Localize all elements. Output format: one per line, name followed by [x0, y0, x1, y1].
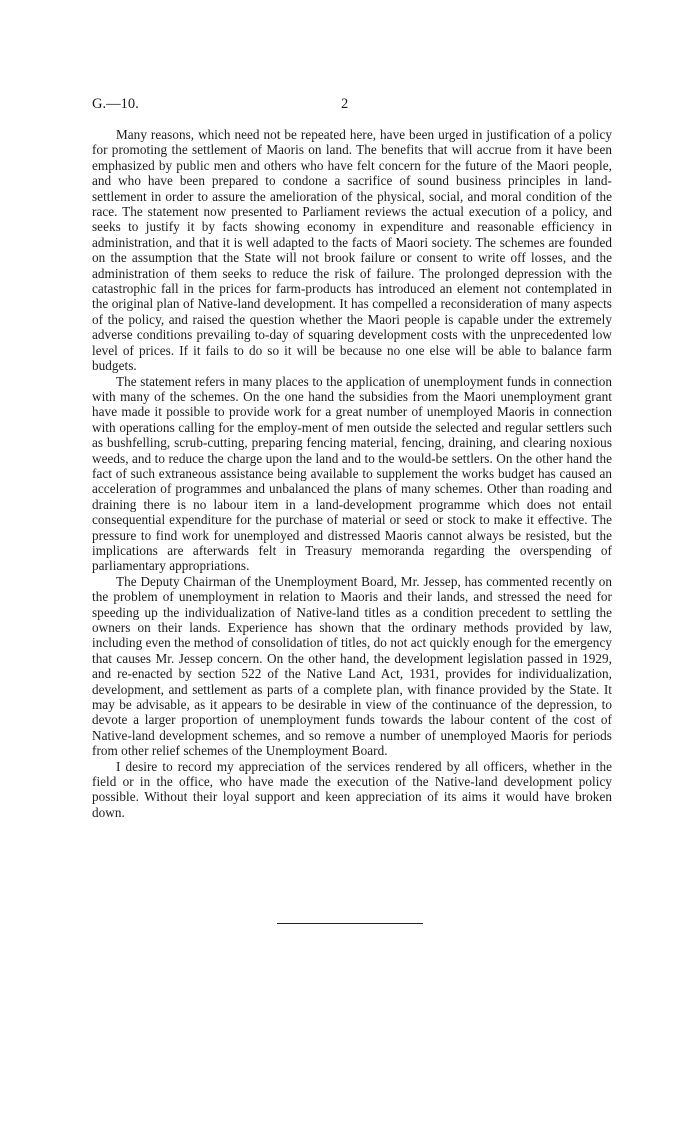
document-reference: G.—10. — [92, 96, 139, 112]
page-number: 2 — [341, 96, 349, 112]
paragraph-unemployment-funds: The statement refers in many places to the application of unemployment funds in connection with many of the schemes. On the one hand the subsidies from the Maori unemployment grant have made it possible to provide work for a great number of unemployed Maoris in connection with operations calling for the employ-ment of men outside the selected and regular settlers such as bushfelling, scrub-cutting, preparing fencing material, fencing, draining, and clearing noxious weeds, and to reduce the charge upon the land and to the would-be settlers. On the other hand the fact of such extraneous assistance being available to supplement the works budget has caused an acceleration of programmes and unbalanced the plans of many schemes. Other than roading and draining there is no labour item in a land-development programme which does not entail consequential expenditure for the purchase of material or seed or stock to make it effective. The pressure to find work for unemployed and distressed Maoris cannot always be resisted, but the implications are afterwards felt in Treasury memoranda regarding the overspending of parliamentary appropriations. — [92, 373, 612, 574]
paragraph-policy-justification: Many reasons, which need not be repeated here, have been urged in justification of a policy for promoting the settlement of Maoris on land. The benefits that will accrue from it have been emphasized by public men and others who have felt concern for the future of the Maori people, and who have been prepared to condone a sacrifice of sound business principles in land-settlement in order to assure the amelioration of the physical, social, and moral condition of the race. The statement now presented to Parliament reviews the actual execution of a policy, and seeks to justify it by facts showing economy in expenditure and reasonable efficiency in administration, and that it is well adapted to the facts of Maori society. The schemes are founded on the assumption that the State will not brook failure or consent to write off losses, and the administration of them seeks to reduce the risk of failure. The prolonged depression with the catastrophic fall in the prices for farm-products has introduced an element not contemplated in the original plan of Native-land development. It has compelled a reconsideration of many aspects of the policy, and raised the question whether the Maori people is capable under the extremely adverse conditions prevailing to-day of squaring development costs with the unprecedented low level of prices. If it fails to do so it will be because no one else will be able to balance farm budgets. — [92, 127, 612, 374]
body-text — [92, 127, 612, 820]
page-header — [92, 96, 612, 116]
paragraph-appreciation: I desire to record my appreciation of the services rendered by all officers, whether in the field or in the office, who have made the execution of the Native-land development policy possible. Without their loyal support and keen appreciation of its aims it would have broken down. — [92, 758, 612, 820]
paragraph-deputy-chairman: The Deputy Chairman of the Unemployment Board, Mr. Jessep, has commented recently on the problem of unemployment in relation to Maoris and their lands, and stressed the need for speeding up the individualization of Native-land titles as a condition precedent to settling the owners on their lands. Experience has shown that the ordinary methods provided by law, including even the method of consolidation of titles, do not act quickly enough for the emergency that causes Mr. Jessep concern. On the other hand, the development legislation passed in 1929, and re-enacted by section 522 of the Native Land Act, 1931, provides for individualization, development, and settlement as parts of a complete plan, with finance provided by the State. It may be advisable, as it appears to be desirable in view of the continuance of the depression, to devote a larger proportion of unemployment funds towards the labour content of the cost of Native-land development schemes, and so remove a number of unemployed Maoris for periods from other relief schemes of the Unemployment Board. — [92, 573, 612, 759]
closing-rule — [277, 923, 423, 924]
